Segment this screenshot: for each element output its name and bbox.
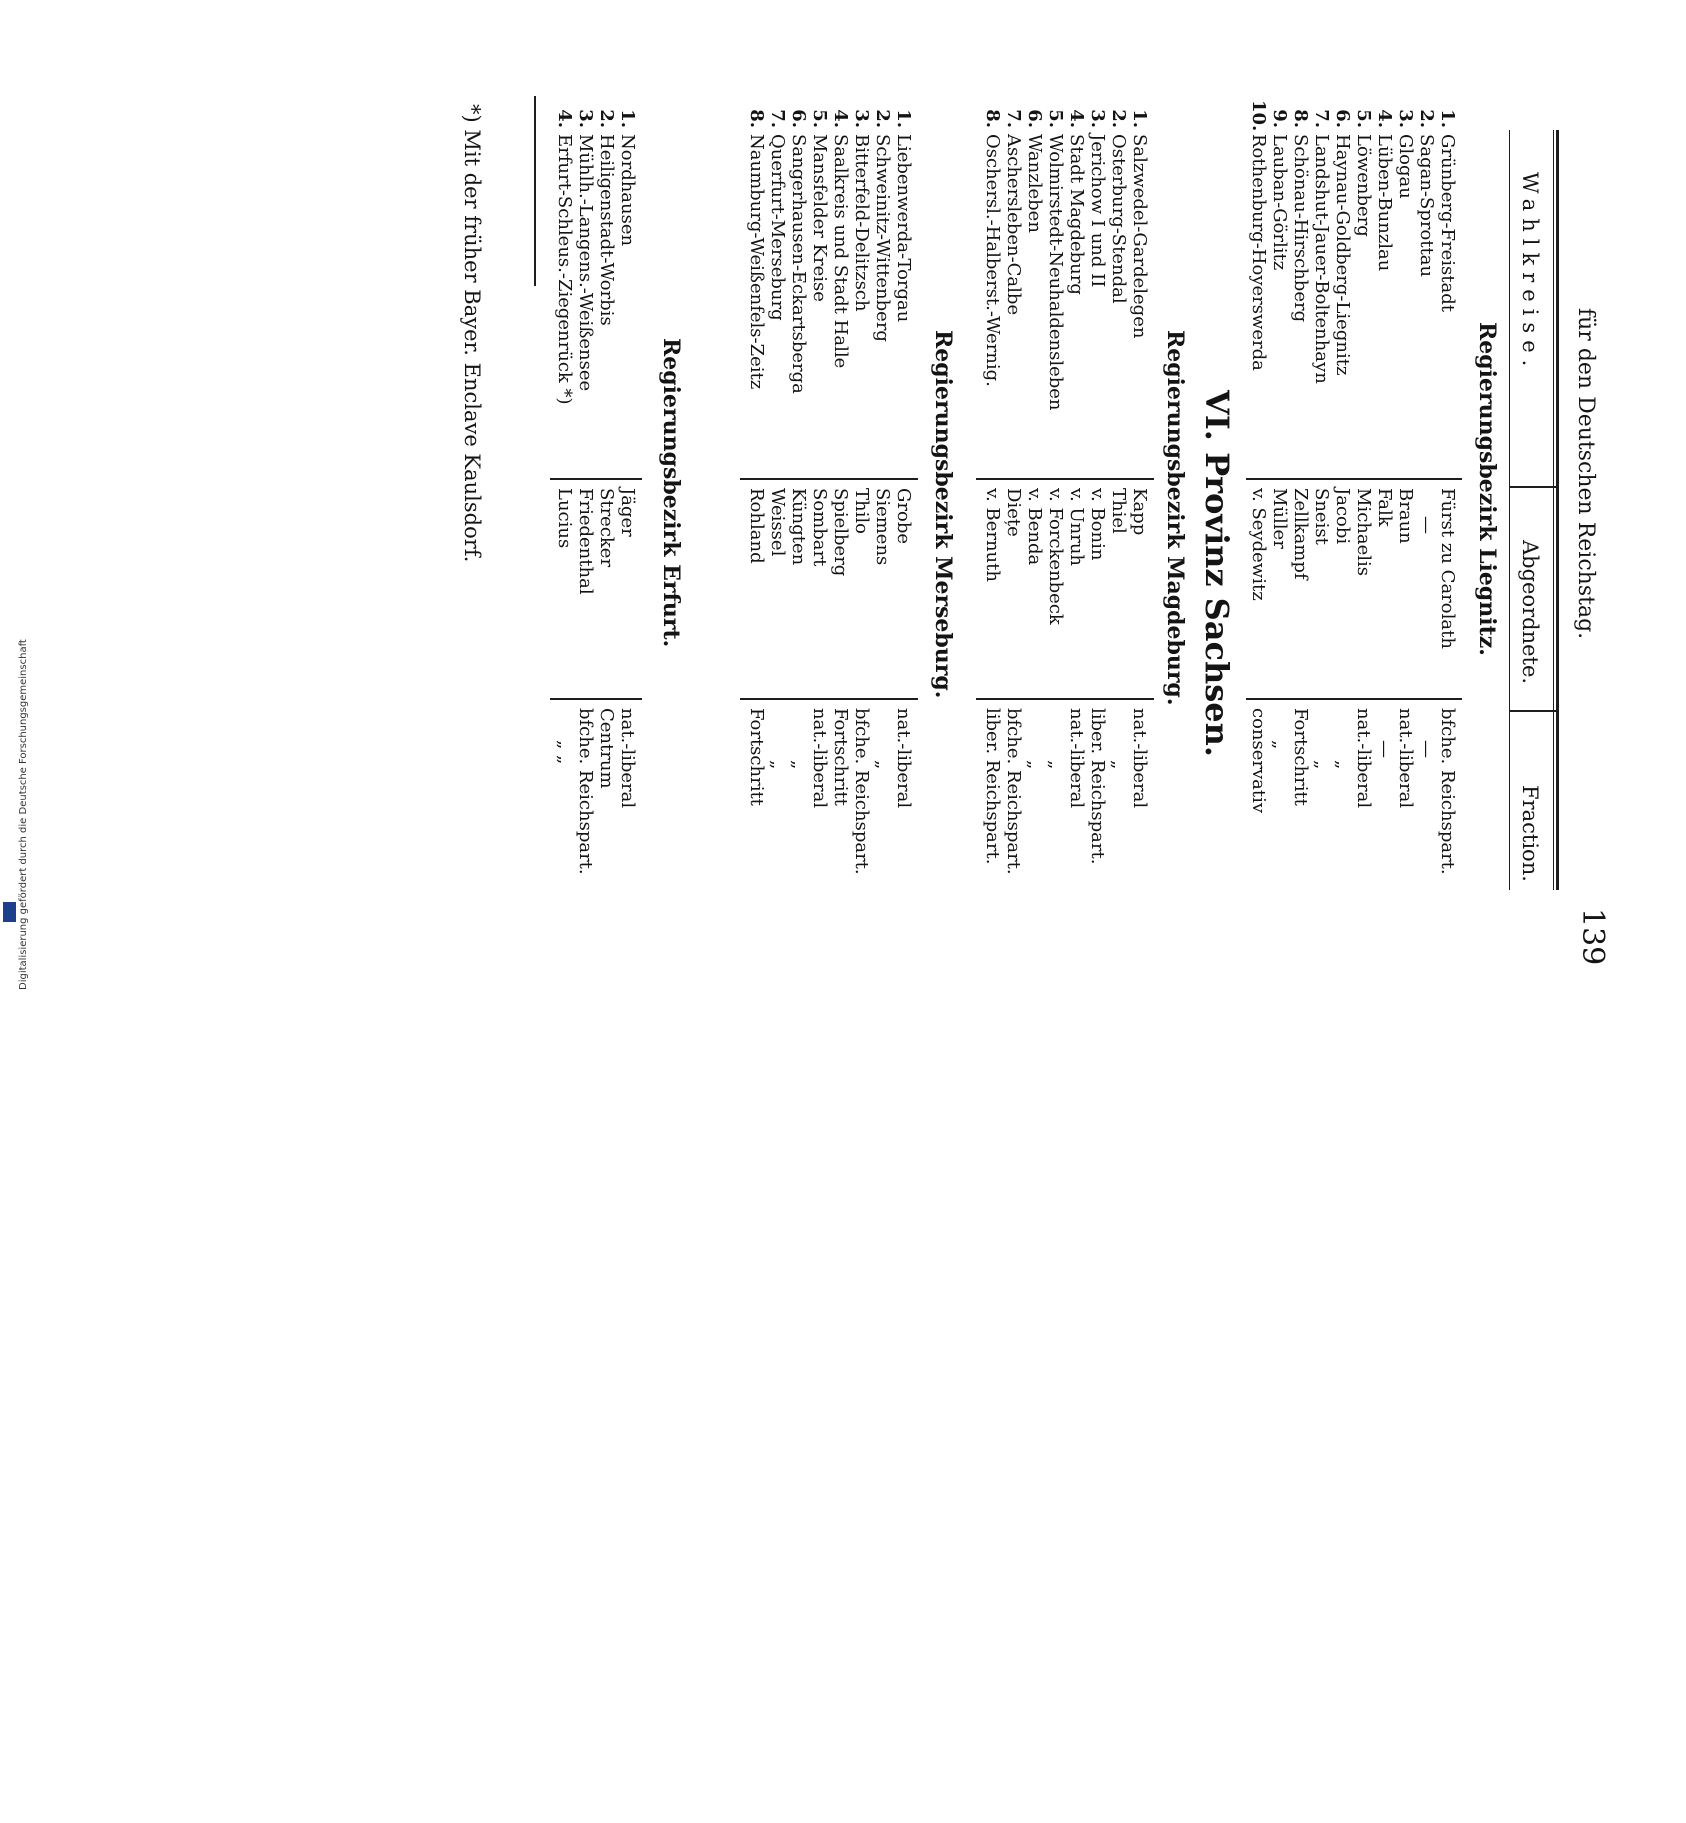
running-title: für den Deutschen Reichstag. — [1573, 308, 1598, 640]
column-header-faction: Fraction. — [1518, 785, 1542, 882]
header-rule-bottom — [1509, 130, 1510, 890]
merseburg-table: 1. Liebenwerda-Torgau Grobe nat.-liberal 2. Schweinitz-Wittenberg Siemens „ 3. Bitterfeld-Delitzsch Thilo bfche. Reichspart. 4. Saalkreis und Stadt Halle Spielberg Fortschritt 5. Mansfelder Kreise Sombart nat.-liberal 6. Sangerhausen-Eckartsberga Küngten „ 7. Querfurt-Merseburg Weissel „ 8. Naumburg-Weißenfels-Zeitz Rohland Fortschritt — [746, 109, 914, 875]
digitization-credit: Digitalisierung gefördert durch die Deutsche Forschungsgemeinschaft — [18, 639, 29, 990]
footnote-rule — [534, 96, 536, 286]
district-title-erfurt: Regierungsbezirk Erfurt. — [658, 338, 684, 648]
header-rule-top-thin — [1553, 130, 1554, 890]
header-rule-top — [1556, 130, 1559, 890]
dfg-logo-text: DFG — [18, 1804, 27, 1823]
erfurt-table: 1. Nordhausen Jäger nat.-liberal 2. Heiligenstadt-Worbis Strecker Centrum 3. Mühlh.-Langens.-Weißensee Friedenthal bfche. Reichspart. 4. Erfurt-Schleus.-Ziegenrück *) Lucius „ „ — [554, 109, 638, 875]
district-title-merseburg: Regierungsbezirk Merseburg. — [930, 330, 956, 699]
page-number: 139 — [1575, 908, 1610, 966]
magdeburg-table: 1. Salzwedel-Gardelegen Kapp nat.-liberal 2. Osterburg-Stendal Thiel „ 3. Jerichow I und II v. Bonin liber. Reichspart. 4. Stadt Magdeburg v. Unruh nat.-liberal 5. Wolmirstedt-Neuhaldensleben v. Forckenbeck „ 6. Wanzleben v. Benda „ 7. Aschersleben-Calbe Diețe bfche. Reichspart. 8. Oschersl.-Halberst.-Wernig. v. Bernuth liber. Reichspart. — [982, 109, 1150, 875]
column-header-deputies: Abgeordnete. — [1518, 540, 1542, 685]
footnote: *) Mit der früher Bayer. Enclave Kaulsdorf. — [460, 104, 484, 563]
province-title: VI. Provinz Sachsen. — [1198, 390, 1236, 758]
header-divider-2 — [1510, 710, 1556, 712]
liegnitz-table: 1. Grünberg-Freistadt Fürst zu Carolath bfche. Reichspart. 2. Sagan-Sprottau — — 3. Glogau Braun nat.-liberal 4. Lüben-Bunzlau Falk — 5. Löwenberg Michaelis nat.-liberal 6. Haynau-Goldberg-Liegnitz Jacobi „ 7. Landshut-Jauer-Boltenhayn Sneist „ 8. Schönau-Hirschberg Zellkampf Fortschritt 9. Lauban-Görlitz Müller „ 10. Rothenburg-Hoyerswerda v. Seydewitz conservativ — [1248, 100, 1458, 875]
district-title-liegnitz: Regierungsbezirk Liegnitz. — [1474, 322, 1500, 656]
column-header-constituency: Wahlkreise. — [1518, 172, 1542, 374]
district-title-magdeburg: Regierungsbezirk Magdeburg. — [1162, 330, 1188, 706]
header-divider-1 — [1510, 486, 1556, 488]
